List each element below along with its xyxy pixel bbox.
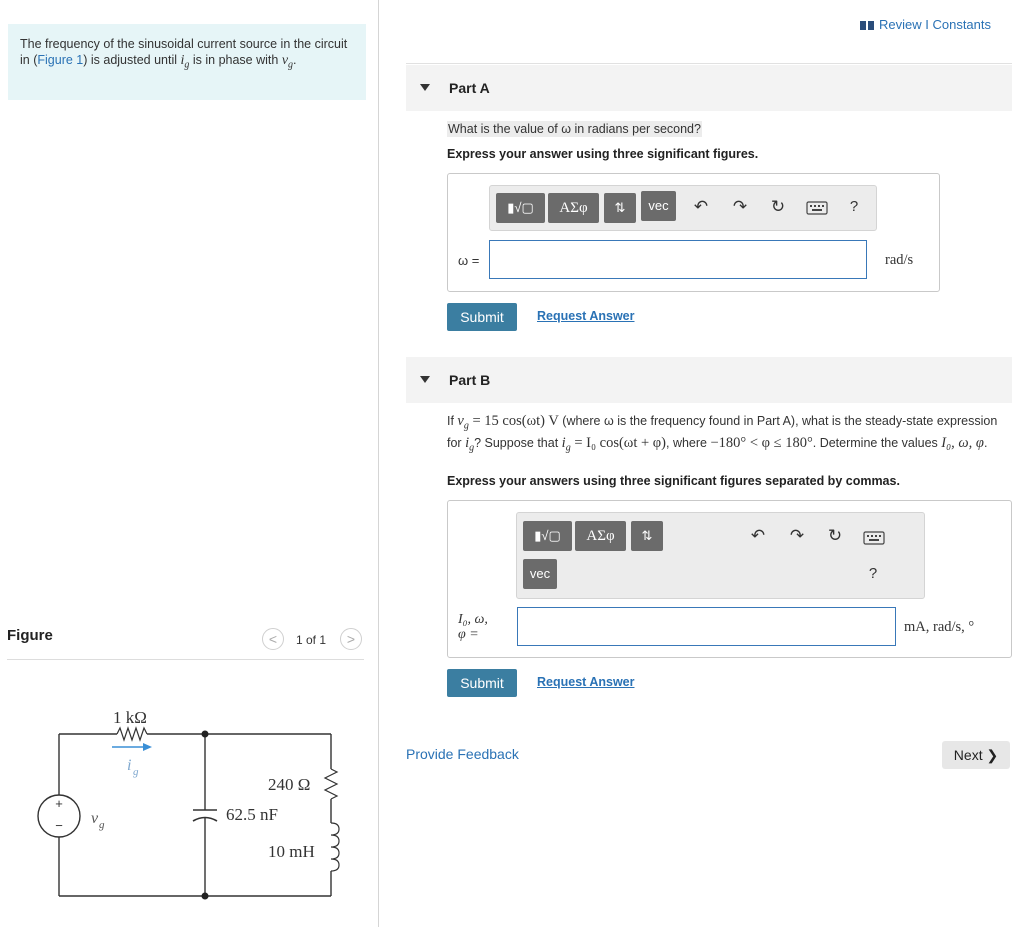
r1-label: 1 kΩ xyxy=(113,708,147,727)
collapse-triangle-icon[interactable] xyxy=(420,376,430,383)
qb-vals: I₀, ω, φ xyxy=(941,434,984,451)
source-sub: g xyxy=(99,819,105,831)
part-a-header[interactable] xyxy=(406,65,1012,111)
part-b-input[interactable] xyxy=(517,607,896,646)
figure-divider xyxy=(7,659,364,660)
review-constants-links xyxy=(860,17,991,32)
source-label: v xyxy=(91,810,99,827)
qb-g-3: g xyxy=(565,442,571,453)
part-b-toolbar xyxy=(516,512,925,599)
top-divider xyxy=(406,63,1012,64)
templates-button[interactable]: ▮√▢ xyxy=(523,521,572,551)
part-a-answer-box xyxy=(447,173,940,292)
qb-range: −180° < φ ≤ 180° xyxy=(710,434,813,451)
qb-expr: = 15 cos(ωt) V xyxy=(468,413,559,429)
sort-button[interactable]: ⇅ xyxy=(604,193,636,223)
figure-prev-button[interactable]: < xyxy=(262,628,284,650)
keyboard-icon[interactable] xyxy=(863,531,885,545)
part-a-instruction: Express your answer using three significant figures. xyxy=(447,147,759,161)
book-icon xyxy=(860,21,874,30)
var-v: v xyxy=(281,53,289,68)
problem-text-2: ) is adjusted until xyxy=(83,53,181,67)
problem-statement xyxy=(20,36,350,74)
part-b-instruction: Express your answers using three significant figures separated by commas. xyxy=(447,474,900,488)
problem-text-1: The frequency of the sinusoidal current source in the circuit in ( xyxy=(20,37,348,67)
part-b-question xyxy=(447,413,1012,456)
reset-icon[interactable]: ↻ xyxy=(827,526,843,545)
link-separator: I xyxy=(921,17,933,32)
source-plus: + xyxy=(55,796,63,811)
help-icon[interactable]: ? xyxy=(849,198,859,215)
part-a-submit-button[interactable]: Submit xyxy=(447,303,517,331)
provide-feedback-link[interactable]: Provide Feedback xyxy=(406,746,519,762)
current-label: i xyxy=(127,757,132,774)
greek-button[interactable]: ΑΣφ xyxy=(548,193,599,223)
qb-text-4: . Determine the values xyxy=(812,435,942,450)
review-link[interactable]: Review xyxy=(879,17,922,32)
var-label-line2: φ = xyxy=(458,627,479,642)
part-a-question: What is the value of ω in radians per second? xyxy=(448,122,701,136)
next-button[interactable]: Next ❯ xyxy=(942,741,1010,769)
qb-text-3: ? Suppose that xyxy=(474,435,562,450)
collapse-triangle-icon[interactable] xyxy=(420,84,430,91)
part-b-submit-button[interactable]: Submit xyxy=(447,669,517,697)
figure-page-indicator: 1 of 1 xyxy=(296,633,327,647)
templates-button[interactable]: ▮√▢ xyxy=(496,193,545,223)
undo-icon[interactable]: ↶ xyxy=(693,197,709,216)
sub-g-2: g xyxy=(288,59,294,71)
redo-icon[interactable]: ↷ xyxy=(732,197,748,216)
qb-ig: i xyxy=(465,434,470,451)
var-label-line1: I₀, ω, xyxy=(458,612,488,627)
help-icon[interactable]: ? xyxy=(868,565,878,582)
var-i: i xyxy=(180,53,185,68)
part-a-request-answer-link[interactable]: Request Answer xyxy=(537,309,635,323)
source-minus: − xyxy=(55,818,63,833)
qb-ig-2: i xyxy=(561,434,566,451)
redo-icon[interactable]: ↷ xyxy=(789,526,805,545)
part-a-toolbar xyxy=(489,185,877,231)
figure-link[interactable]: Figure 1 xyxy=(37,53,84,67)
qb-vg: v xyxy=(457,413,464,429)
reset-icon[interactable]: ↻ xyxy=(770,197,786,216)
figure-heading: Figure xyxy=(7,627,53,644)
problem-text-end: . xyxy=(293,53,297,67)
omega-label: ω = xyxy=(458,253,480,268)
qb-dot: . xyxy=(983,435,988,450)
qb-text-2: (where ω is the frequency found in Part A), what is the steady-state expression for xyxy=(447,414,998,450)
inductor-label: 10 mH xyxy=(268,842,315,861)
part-b-answer-box xyxy=(447,500,1012,658)
part-b-var-label xyxy=(458,612,488,642)
figure-next-button[interactable]: > xyxy=(340,628,362,650)
part-b-header[interactable] xyxy=(406,357,1012,403)
qb-g-2: g xyxy=(469,442,475,453)
undo-icon[interactable]: ↶ xyxy=(750,526,766,545)
sort-button[interactable]: ⇅ xyxy=(631,521,663,551)
sub-g: g xyxy=(184,59,190,71)
vec-button[interactable]: vec xyxy=(641,191,676,221)
part-a-title: Part A xyxy=(449,80,490,96)
part-b-title: Part B xyxy=(449,372,491,388)
part-b-unit: mA, rad/s, ° xyxy=(904,619,975,635)
current-sub: g xyxy=(133,766,139,778)
omega-input[interactable] xyxy=(489,240,867,279)
circuit-diagram xyxy=(0,690,370,915)
panel-divider xyxy=(378,0,379,927)
greek-button[interactable]: ΑΣφ xyxy=(575,521,626,551)
constants-link[interactable]: Constants xyxy=(932,17,992,32)
vec-button[interactable]: vec xyxy=(523,559,557,589)
qb-where: , where xyxy=(666,435,711,450)
qb-expr2: = I₀ cos(ωt + φ) xyxy=(570,434,666,451)
r2-label: 240 Ω xyxy=(268,775,311,794)
part-b-request-answer-link[interactable]: Request Answer xyxy=(537,675,635,689)
qb-g: g xyxy=(463,420,469,432)
qb-text-1: If xyxy=(447,414,458,428)
problem-text-3: is in phase with xyxy=(189,53,282,67)
part-a-unit: rad/s xyxy=(885,252,914,268)
keyboard-icon[interactable] xyxy=(806,201,828,215)
capacitor-label: 62.5 nF xyxy=(226,805,278,824)
